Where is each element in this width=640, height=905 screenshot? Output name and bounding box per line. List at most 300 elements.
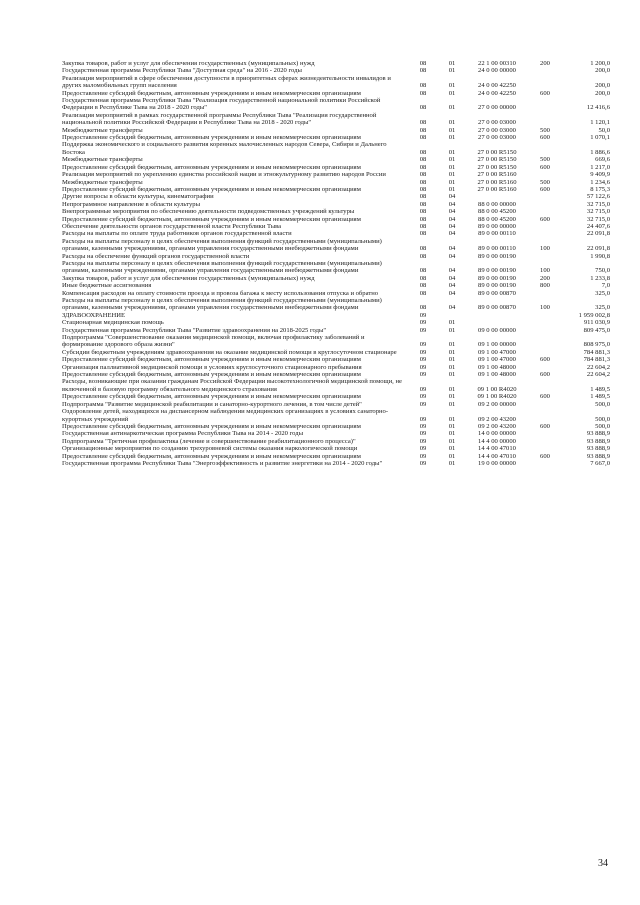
row-amount: 750,0 <box>595 267 610 275</box>
row-amount: 1 489,5 <box>590 393 610 401</box>
row-subsection <box>438 312 466 319</box>
row-name: Обеспечение деятельности органов государственной власти Республики Тыва <box>62 222 282 230</box>
row-section: 08 <box>419 178 427 186</box>
row-section: 08 <box>419 104 427 112</box>
row-target-article: 89 0 00 00190 <box>478 274 516 282</box>
table-row <box>62 171 610 178</box>
row-section: 09 <box>419 422 427 430</box>
table-row <box>62 393 610 400</box>
row-amount: 32 715,0 <box>586 200 610 208</box>
row-target-article: 09 1 00 48000 <box>478 371 516 379</box>
row-name: Закупка товаров, работ и услуг для обеспечения государственных (муниципальных) нужд <box>62 274 315 282</box>
budget-table <box>62 60 610 467</box>
row-subsection: 01 <box>448 148 456 156</box>
row-subsection: 01 <box>448 82 456 90</box>
row-target-article: 09 1 00 47000 <box>478 348 516 356</box>
table-row <box>62 364 610 371</box>
row-section: 09 <box>419 326 427 334</box>
table-row <box>62 201 610 208</box>
row-name: Подпрограмма "Третичная профилактика (лечение и совершенствование реабилитационного процесса)" <box>62 437 356 445</box>
row-subsection: 01 <box>448 371 456 379</box>
row-name: Расходы на выплаты персоналу в целях обеспечения выполнения функций государственными (муниципальными) органами, казенными учреждениями, органами управления государственными внебюджетными фондами <box>62 297 382 312</box>
row-amount: 93 888,9 <box>586 430 610 438</box>
row-expense-type <box>528 290 562 297</box>
row-subsection: 01 <box>448 319 456 327</box>
row-amount: 9 409,9 <box>590 171 610 179</box>
row-expense-type <box>528 327 562 334</box>
row-section: 08 <box>419 156 427 164</box>
row-section: 09 <box>419 356 427 364</box>
row-amount: 1 233,8 <box>590 274 610 282</box>
row-name: Расходы на выплаты персоналу в целях обеспечения выполнения функций государственными (муниципальными) органами, казенными учреждениями, органами управления государственными внебюджетными фондами <box>62 259 382 275</box>
row-amount: 93 888,9 <box>586 452 610 460</box>
row-target-article: 14 4 00 00000 <box>478 437 516 445</box>
row-amount: 12 416,6 <box>586 104 610 112</box>
row-target-article: 14 0 00 00000 <box>478 430 516 438</box>
row-section: 08 <box>419 245 427 253</box>
row-expense-type: 500 <box>540 126 550 134</box>
row-amount: 1 217,0 <box>590 163 610 171</box>
table-row <box>62 356 610 363</box>
row-expense-type <box>528 97 562 112</box>
row-amount: 1 959 002,8 <box>578 311 610 319</box>
row-amount: 1 200,0 <box>590 60 610 67</box>
row-amount: 50,0 <box>598 126 610 134</box>
row-target-article: 09 2 00 43200 <box>478 422 516 430</box>
table-row <box>62 216 610 223</box>
row-amount: 22 091,8 <box>586 230 610 238</box>
row-subsection: 01 <box>448 60 456 67</box>
row-name: Государственная антинаркотическая программа Республики Тыва на 2014 - 2020 годы <box>62 430 304 438</box>
table-row <box>62 223 610 230</box>
row-target-article: 27 0 00 R5160 <box>477 185 517 193</box>
row-expense-type <box>528 171 562 178</box>
row-amount: 93 888,9 <box>586 445 610 453</box>
row-expense-type <box>528 438 562 445</box>
row-target-article: 09 2 00 43200 <box>478 415 516 423</box>
row-amount: 7 667,0 <box>590 459 610 467</box>
row-subsection: 01 <box>448 341 456 349</box>
row-section: 09 <box>419 363 427 371</box>
row-name: Компенсация расходов на оплату стоимости проезда и провоза багажа к месту использования отпуска и обратно <box>62 289 379 297</box>
row-expense-type <box>528 460 562 467</box>
row-section: 08 <box>419 289 427 297</box>
row-subsection: 01 <box>448 134 456 142</box>
table-row <box>62 156 610 163</box>
row-section: 09 <box>419 341 427 349</box>
row-target-article: 88 0 00 45200 <box>478 215 516 223</box>
row-name: Субсидии бюджетным учреждениям здравоохранения на оказание медицинской помощи в круглосуточном стационаре <box>62 348 397 356</box>
row-target-article: 89 0 00 00000 <box>478 222 516 230</box>
row-section: 08 <box>419 193 427 201</box>
row-name: Предоставление субсидий бюджетным, автономным учреждениям и иным некоммерческим организациям <box>62 452 361 460</box>
row-name: Предоставление субсидий бюджетным, автономным учреждениям и иным некоммерческим организациям <box>62 422 361 430</box>
row-amount: 325,0 <box>595 289 610 297</box>
row-name: Предоставление субсидий бюджетным, автономным учреждениям и иным некоммерческим организациям <box>62 89 361 97</box>
row-section: 08 <box>419 215 427 223</box>
row-section: 08 <box>419 200 427 208</box>
row-target-article: 27 0 00 R5160 <box>477 171 517 179</box>
row-name: Непрограммное направление в области культуры <box>62 200 200 208</box>
table-row <box>62 112 610 127</box>
row-subsection: 04 <box>448 252 456 260</box>
row-amount: 93 888,9 <box>586 437 610 445</box>
row-expense-type <box>528 193 562 200</box>
row-name: Иные бюджетные ассигнования <box>62 282 152 290</box>
table-row <box>62 186 610 193</box>
row-name: Межбюджетные трансферты <box>62 178 143 186</box>
row-subsection: 04 <box>448 245 456 253</box>
row-amount: 1 070,1 <box>590 134 610 142</box>
row-target-article: 27 0 00 03000 <box>478 134 516 142</box>
table-row <box>62 319 610 326</box>
row-target-article: 89 0 00 00870 <box>478 304 516 312</box>
row-expense-type <box>528 401 562 408</box>
row-name: Расходы на выплаты по оплате труда работников органов государственной власти <box>62 230 292 238</box>
row-section: 08 <box>419 82 427 90</box>
row-target-article: 27 0 00 R5150 <box>477 163 517 171</box>
row-subsection: 01 <box>448 178 456 186</box>
row-amount: 500,0 <box>595 422 610 430</box>
row-name: Расходы на выплаты персоналу в целях обеспечения выполнения функций государственными (муниципальными) органами, казенными учреждениями, органами управления государственными внебюджетными фондами <box>62 237 382 253</box>
row-expense-type <box>528 253 562 260</box>
budget-table-body <box>62 60 610 467</box>
row-name: Стационарная медицинская помощь <box>62 319 164 327</box>
row-expense-type: 600 <box>540 134 550 142</box>
table-row <box>62 164 610 171</box>
row-target-article: 09 1 00 47000 <box>478 356 516 364</box>
row-subsection: 01 <box>448 452 456 460</box>
row-expense-type: 600 <box>540 422 550 430</box>
row-target-article: 09 1 00 R4020 <box>477 393 517 401</box>
row-subsection: 01 <box>448 415 456 423</box>
row-expense-type <box>528 319 562 326</box>
row-amount: 809 475,0 <box>583 326 610 334</box>
row-section: 09 <box>419 348 427 356</box>
row-expense-type: 500 <box>540 156 550 164</box>
row-name: Предоставление субсидий бюджетным, автономным учреждениям и иным некоммерческим организациям <box>62 215 361 223</box>
row-section: 09 <box>419 415 427 423</box>
table-row <box>62 193 610 200</box>
row-subsection: 04 <box>448 193 456 201</box>
row-name: Расходы на обеспечение функций органов государственной власти <box>62 252 250 260</box>
row-section: 08 <box>419 89 427 97</box>
row-expense-type: 100 <box>540 245 550 253</box>
row-target-article: 89 0 00 00190 <box>478 267 516 275</box>
row-section: 08 <box>419 163 427 171</box>
table-row <box>62 97 610 112</box>
row-amount: 911 030,9 <box>583 319 610 327</box>
row-section: 09 <box>419 371 427 379</box>
row-name: Реализация мероприятий в сфере обеспечения доступности в приоритетных сферах жизнедеятельности инвалидов и других маломобильных групп населения <box>62 74 391 90</box>
row-expense-type: 600 <box>540 452 550 460</box>
row-amount: 1 234,6 <box>590 178 610 186</box>
row-name: Предоставление субсидий бюджетным, автономным учреждениям и иным некоммерческим организациям <box>62 185 361 193</box>
row-expense-type <box>528 201 562 208</box>
row-amount: 200,0 <box>595 82 610 90</box>
row-expense-type: 200 <box>540 60 550 67</box>
row-expense-type <box>528 208 562 215</box>
row-name: Оздоровление детей, находящихся на диспансерном наблюдении медицинских организациях в условиях санаторно-курортных учреждений <box>62 408 389 423</box>
row-subsection: 01 <box>448 459 456 467</box>
row-target-article <box>466 193 528 200</box>
row-name: Внепрограммные мероприятия по обеспечению деятельности подведомственных учреждений культуры <box>62 208 355 216</box>
row-expense-type: 100 <box>540 304 550 312</box>
row-section: 09 <box>419 385 427 393</box>
row-name: Организация паллиативной медицинской помощи в условиях круглосуточного стационарного пребывания <box>62 363 362 371</box>
row-amount: 1 990,8 <box>590 252 610 260</box>
table-row <box>62 378 610 393</box>
table-row <box>62 90 610 97</box>
row-amount: 7,0 <box>601 282 610 290</box>
row-expense-type <box>528 408 562 423</box>
row-section: 09 <box>419 393 427 401</box>
table-row <box>62 260 610 275</box>
table-row <box>62 282 610 289</box>
row-expense-type: 600 <box>540 393 550 401</box>
row-subsection: 01 <box>448 163 456 171</box>
row-subsection: 01 <box>448 185 456 193</box>
row-subsection: 04 <box>448 215 456 223</box>
row-amount: 500,0 <box>595 400 610 408</box>
table-row <box>62 238 610 253</box>
row-name: Закупка товаров, работ и услуг для обеспечения государственных (муниципальных) нужд <box>62 60 315 67</box>
row-amount: 32 715,0 <box>586 215 610 223</box>
row-section: 08 <box>419 230 427 238</box>
table-row <box>62 134 610 141</box>
table-row <box>62 253 610 260</box>
row-section: 08 <box>419 126 427 134</box>
row-expense-type <box>528 334 562 349</box>
row-expense-type: 800 <box>540 282 550 290</box>
row-section: 09 <box>419 452 427 460</box>
table-row <box>62 423 610 430</box>
row-subsection: 04 <box>448 274 456 282</box>
row-section: 08 <box>419 148 427 156</box>
row-name: Предоставление субсидий бюджетным, автономным учреждениям и иным некоммерческим организациям <box>62 371 361 379</box>
row-name: Государственная программа Республики Тыва "Развитие здравоохранения на 2018-2025 годы" <box>62 326 327 334</box>
row-section: 08 <box>419 208 427 216</box>
row-section: 08 <box>419 282 427 290</box>
row-target-article: 14 4 00 47010 <box>478 452 516 460</box>
row-amount: 22 091,8 <box>586 245 610 253</box>
row-name: Межбюджетные трансферты <box>62 156 143 164</box>
table-row <box>62 430 610 437</box>
row-section: 09 <box>419 459 427 467</box>
row-amount: 22 604,2 <box>586 363 610 371</box>
row-name: Межбюджетные трансферты <box>62 126 143 134</box>
row-name: Государственная программа Республики Тыва "Доступная среда" на 2016 - 2020 годы <box>62 67 302 75</box>
row-name: Предоставление субсидий бюджетным, автономным учреждениям и иным некоммерческим организациям <box>62 393 361 401</box>
table-row <box>62 230 610 237</box>
row-section: 08 <box>419 60 427 67</box>
row-amount: 808 975,0 <box>583 341 610 349</box>
row-subsection: 04 <box>448 222 456 230</box>
row-subsection: 01 <box>448 363 456 371</box>
row-target-article: 24 0 00 42250 <box>478 82 516 90</box>
row-expense-type <box>528 378 562 393</box>
row-target-article: 89 0 00 00110 <box>478 245 516 253</box>
row-target-article <box>466 312 528 319</box>
row-section: 09 <box>419 400 427 408</box>
row-subsection: 01 <box>448 156 456 164</box>
table-row <box>62 312 610 319</box>
row-amount: 1 489,5 <box>590 385 610 393</box>
row-target-article: 27 0 00 R5150 <box>477 148 517 156</box>
row-subsection: 04 <box>448 289 456 297</box>
row-section: 08 <box>419 274 427 282</box>
row-target-article: 89 0 00 00190 <box>478 252 516 260</box>
row-target-article: 27 0 00 R5150 <box>477 156 517 164</box>
row-name: ЗДРАВООХРАНЕНИЕ <box>62 311 126 319</box>
row-subsection: 01 <box>448 430 456 438</box>
row-amount: 669,6 <box>595 156 610 164</box>
row-target-article: 89 0 00 00190 <box>478 282 516 290</box>
row-name: Расходы, возникающие при оказании гражданам Российской Федерации высокотехнологичной медицинской помощи, не включенной в базовую программу обязательного медицинского страхования <box>62 378 402 393</box>
row-subsection: 04 <box>448 200 456 208</box>
table-row <box>62 67 610 74</box>
row-subsection: 04 <box>448 230 456 238</box>
row-subsection: 01 <box>448 422 456 430</box>
table-row <box>62 127 610 134</box>
table-row <box>62 401 610 408</box>
row-expense-type <box>528 430 562 437</box>
row-name: Предоставление субсидий бюджетным, автономным учреждениям и иным некоммерческим организациям <box>62 356 361 364</box>
row-target-article: 24 0 00 00000 <box>478 67 516 75</box>
row-subsection: 04 <box>448 282 456 290</box>
row-expense-type: 600 <box>540 185 550 193</box>
row-target-article: 88 0 00 00000 <box>478 200 516 208</box>
table-row <box>62 349 610 356</box>
row-subsection: 04 <box>448 208 456 216</box>
row-amount: 784 881,3 <box>583 348 610 356</box>
row-section: 08 <box>419 222 427 230</box>
row-section: 08 <box>419 267 427 275</box>
row-name: Реализация мероприятий по укреплению единства российской нации и этнокультурному развитию народов России <box>62 171 386 179</box>
row-subsection: 01 <box>448 348 456 356</box>
row-subsection: 01 <box>448 67 456 75</box>
row-expense-type: 100 <box>540 267 550 275</box>
row-subsection: 01 <box>448 400 456 408</box>
row-amount: 57 122,6 <box>586 193 610 201</box>
table-row <box>62 408 610 423</box>
row-expense-type: 600 <box>540 371 550 379</box>
row-target-article: 88 0 00 45200 <box>478 208 516 216</box>
row-section: 08 <box>419 252 427 260</box>
row-expense-type <box>528 67 562 74</box>
row-expense-type <box>528 364 562 371</box>
row-expense-type <box>528 141 562 156</box>
row-section: 08 <box>419 134 427 142</box>
row-subsection: 01 <box>448 356 456 364</box>
row-name: Предоставление субсидий бюджетным, автономным учреждениям и иным некоммерческим организациям <box>62 134 361 142</box>
table-row <box>62 297 610 312</box>
row-target-article: 89 0 00 00110 <box>478 230 516 238</box>
row-expense-type <box>528 75 562 90</box>
row-section: 09 <box>419 311 427 319</box>
row-expense-type: 600 <box>540 356 550 364</box>
row-name: Другие вопросы в области культуры, кинематографии <box>62 193 214 201</box>
row-subsection: 01 <box>448 89 456 97</box>
row-expense-type: 600 <box>540 163 550 171</box>
row-expense-type: 600 <box>540 89 550 97</box>
row-subsection: 01 <box>448 393 456 401</box>
row-amount: 200,0 <box>595 89 610 97</box>
row-section: 09 <box>419 437 427 445</box>
row-name: Государственная программа Республики Тыва "Энергоэффективность и развитие энергетики на 2014 - 2020 годы" <box>62 459 383 467</box>
table-row <box>62 445 610 452</box>
row-expense-type <box>528 230 562 237</box>
row-target-article: 09 0 00 00000 <box>478 326 516 334</box>
row-expense-type <box>528 349 562 356</box>
table-row <box>62 371 610 378</box>
table-row <box>62 275 610 282</box>
table-row <box>62 453 610 460</box>
row-subsection: 01 <box>448 119 456 127</box>
row-amount: 1 886,6 <box>590 148 610 156</box>
table-row <box>62 179 610 186</box>
row-subsection: 01 <box>448 104 456 112</box>
row-name: Организационные мероприятия по созданию трехуровневой системы оказания наркологической помощи <box>62 445 358 453</box>
row-target-article: 27 0 00 00000 <box>478 104 516 112</box>
row-target-article: 89 0 00 00870 <box>478 289 516 297</box>
row-target-article: 24 0 00 42250 <box>478 89 516 97</box>
row-subsection: 04 <box>448 267 456 275</box>
row-target-article: 19 0 00 00000 <box>478 459 516 467</box>
row-name: Подпрограмма "Совершенствование оказания медицинской помощи, включая профилактику заболеваний и формирование здорового образа жизни" <box>62 334 365 349</box>
table-row <box>62 334 610 349</box>
row-section: 09 <box>419 445 427 453</box>
row-subsection: 01 <box>448 385 456 393</box>
row-expense-type: 200 <box>540 274 550 282</box>
table-row <box>62 141 610 156</box>
table-row <box>62 208 610 215</box>
row-expense-type <box>528 312 562 319</box>
row-target-article: 09 2 00 00000 <box>478 400 516 408</box>
row-subsection: 01 <box>448 445 456 453</box>
row-subsection: 04 <box>448 304 456 312</box>
row-subsection: 01 <box>448 437 456 445</box>
row-target-article: 27 0 00 R5160 <box>477 178 517 186</box>
row-section: 09 <box>419 319 427 327</box>
row-section: 08 <box>419 171 427 179</box>
row-amount: 200,0 <box>595 67 610 75</box>
row-section: 09 <box>419 430 427 438</box>
row-expense-type <box>528 445 562 452</box>
row-section: 08 <box>419 304 427 312</box>
row-target-article: 14 4 00 47010 <box>478 445 516 453</box>
row-target-article: 09 1 00 R4020 <box>477 385 517 393</box>
row-target-article <box>466 319 528 326</box>
row-expense-type: 500 <box>540 178 550 186</box>
row-name: Реализация мероприятий в рамках государственной программы Республики Тыва "Реализация государственной национальной политики Российской Федерации в Республике Тыва на 2018 - 2020 годы" <box>62 111 377 127</box>
table-row <box>62 460 610 467</box>
row-subsection: 01 <box>448 171 456 179</box>
row-amount: 1 120,1 <box>590 119 610 127</box>
row-target-article: 09 1 00 00000 <box>478 341 516 349</box>
row-target-article: 27 0 00 03000 <box>478 126 516 134</box>
row-section: 08 <box>419 185 427 193</box>
row-expense-type <box>528 112 562 127</box>
row-amount: 22 604,2 <box>586 371 610 379</box>
row-target-article: 22 1 00 00310 <box>478 60 516 67</box>
table-row <box>62 327 610 334</box>
row-section: 08 <box>419 119 427 127</box>
table-row <box>62 438 610 445</box>
page-number: 34 <box>598 858 608 869</box>
row-amount: 500,0 <box>595 415 610 423</box>
row-amount: 32 715,0 <box>586 208 610 216</box>
